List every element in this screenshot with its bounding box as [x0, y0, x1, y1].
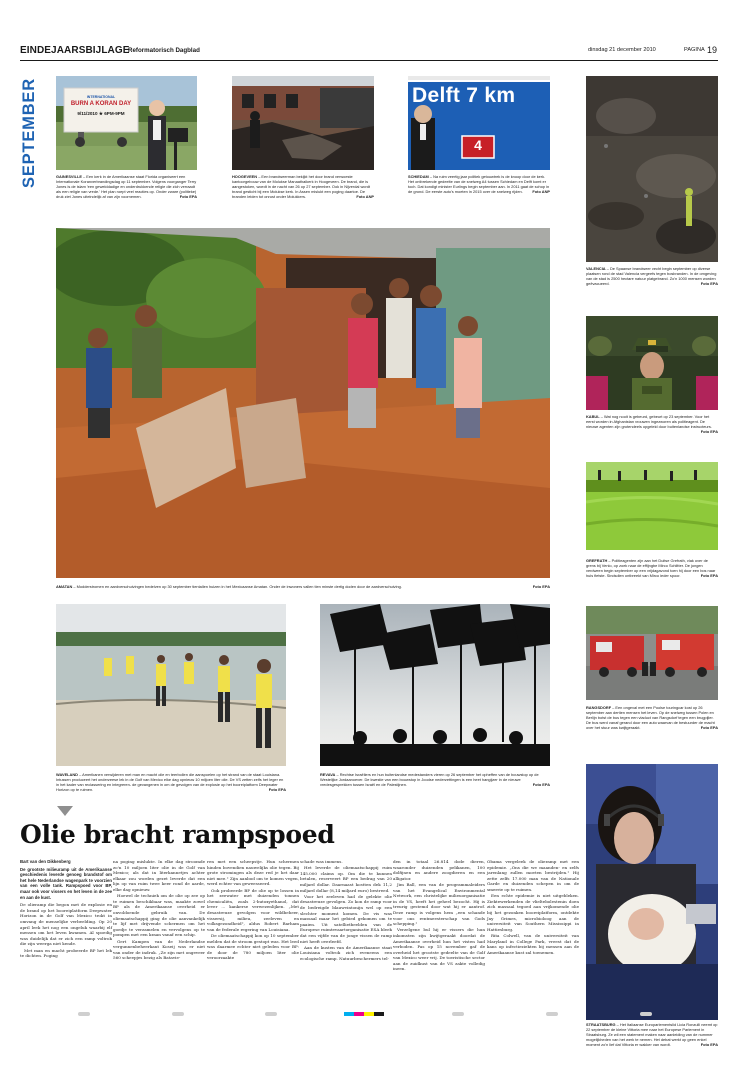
photo-credit: Foto EPA — [268, 787, 286, 793]
article-column-4 — [300, 859, 392, 962]
caption-waveland — [56, 772, 286, 792]
caption-gainesville — [56, 174, 197, 199]
caption-place: SCHIEDAM — [408, 174, 429, 179]
photo-straatsburg — [586, 764, 718, 1020]
photo-credit: Foto EPA — [700, 725, 718, 731]
article-paragraph: Obama vergeleek de olieramp met een epidemie. „Ons die we maanden- en zelfs jarenlang zullen moeten bestrijden." Hij zette zelfs 17.000 man van de Nationale Garde en duizenden schepen in om de smerrie op te ruimen. — [487, 859, 579, 892]
photo-credit: Foto EPA — [700, 1042, 718, 1048]
highway-sign-text: Delft 7 km — [412, 84, 516, 107]
caption-text: – Wat nog nooit is gebeurd, gebeurt op 23 september. Voor het eerst worden in Afghanistan vrouwen ingezworen als politieagent. De nieuwe agenten zijn grotendeels opgeleid door buitenlandse instructeurs. — [586, 414, 712, 430]
sign-line-2: BURN A KORAN DAY — [70, 101, 132, 107]
caption-greffath — [586, 558, 718, 578]
photo-credit: Foto ANP — [532, 189, 550, 195]
article-paragraph: Gert Kampen van de Nederlandse vergunnenbeheerkant Koseij was er niet van onder de indruk. „Ze zijn met ongeveer 560 scheepjes bezig als Batavie- — [113, 938, 205, 961]
caption-place: GREFRATH — [586, 558, 608, 563]
page-header — [20, 44, 718, 58]
caption-place: STRAATSBURG — [586, 1022, 616, 1027]
exit-number: 4 — [474, 137, 482, 153]
article-paragraph: Een echte epidemie is niet uitgebleken. Ziektewerkenden de vlieltebolestenin doen zich massaal tegoed aan vrijkomende olie bij het gezonken booreiplatform, ontdekte Jay Grimes, microbioloog aan de universiteit van Southern Mississippi in Hattiesburg. — [487, 893, 579, 932]
article-paragraph: ren met een scheepstje. Hun schermen hinden bovendien nauwelijks olie tegen. Bij grote stromingen als deze red je het daar niet mee." Zijn aanbod om te komen vegen, werd echter van geweesseerd. — [207, 859, 299, 887]
caption-rangsdorf — [586, 705, 718, 730]
caption-text: – Het Italiaanse Europarlementslid Licia Ronzulli neemt op 22 september de kleine Vittoria mee naar het Europese Parlement in Straatsburg. Ze wil een statement maken naar aanleiding van de nummer mogelijkheden van het werk te nemen. Het debat werkt op geen enkel moment zo'n lief dat Vittoria er wakker van wordt. — [586, 1022, 718, 1048]
section-title: EINDEJAARSBIJLAGE — [20, 45, 130, 56]
footer-mark — [78, 1012, 90, 1016]
caption-place: WAVELAND — [56, 772, 78, 777]
photo-credit: Foto EPA — [179, 194, 197, 200]
article-paragraph: schade was immens. — [300, 859, 343, 864]
caption-place: KABUL — [586, 414, 600, 419]
article-column-5 — [393, 859, 485, 973]
article-paragraph: De oliemaatschappij kon op 10 september melden dat de stroom gestopt was. Het leed was daarmee echter niet geleden voor BP: de door de 780 miljoen liter olie veroorzaakte — [207, 932, 299, 961]
caption-place: GAINESVILLE — [56, 174, 82, 179]
article-paragraph: na poging mislukte. In elke dag stroomde zo'n 10 miljoen liter olie in de Golf van Mexico; als dat in literkannetjes achter elkaar zou worden gezet leverde dat een lijn op van ruim twee keer rond de aarde, elke dag opnieuw. — [113, 859, 205, 892]
footer-mark — [265, 1012, 277, 1016]
caption-schiedam — [408, 174, 550, 194]
caption-revava — [320, 772, 550, 787]
caption-text: – Een kerk in de Amerikaanse staat Florida organiseert een Internationale Koranverbrandingsdag op 11 september. Volgens voorganger Terry Jones is de islam 'een gewelddadige en onderdrukkende religie die zich verraadt als een religie van vrede.' Het plan roept veel reacties op. Onder zware (politieke) druk ziet Jones uiteindelijk af van zijn voornemen. — [56, 174, 197, 200]
article-paragraph: Rita Colwell, van de universiteit van Maryland in College Park, vreest dat de kans op infectieziekten bij mensen aan de Amerikaanse kust zal toenemen. — [487, 932, 579, 955]
headline-marker-icon — [57, 806, 73, 816]
sign-line-3: 9/11/2010 ★ 6PM-9PM — [77, 111, 125, 116]
caption-text: – Politieagenten zijn aan het Duitse Grefrath, vlak over de grens bij Venlo, op zoek naar de effijngbe Mirco Schlitter. De jongen verdween begin september op een vrijdagavond toen hij door een bos naar huis fietste. Sindsdien ontbreekt van Mirco ieder spoor. — [586, 558, 716, 579]
caption-text: – Na ruim veertig jaar politiek getouwtrek is de knoop door de kerk. Het ontbrekende gedeelte van de snelweg A4 tussen Schiedam en Delft komt er toch. Dat kondigt minister Eurlings begin september aan. In 2011 gaat de schop in de grond. De eerste auto's moeten in 2015 over de snelweg rijden. — [408, 174, 550, 195]
sign-line-1: INTERNATIONAL — [86, 95, 116, 99]
footer-mark — [172, 1012, 184, 1016]
article-paragraph: Aan de kusten van de Amerikaanse staat Louisiana voltrok zich eveneens een ecologische ramp. Natuurbeschermers tel- — [300, 944, 392, 961]
photo-credit: Foto EPA — [700, 573, 718, 579]
article-paragraph: den in totaal 26.814 dode dieren, waaronder duizenden pelikanen, 100 dolfijnen en andere zoogdieren en een alligator. — [393, 859, 485, 881]
month-label — [20, 74, 38, 192]
article-lead: De grootste milieuramp uit de Amerikaanse geschiedenis leverde genoeg brandstof om het hele Nederlandse wagenpark te voorzien van een volle tank. Rampspoed voor BP, maar ook voor vissers en het leven in de zee en aan de kust. — [20, 866, 112, 900]
photo-waveland — [56, 604, 286, 766]
article-paragraph: Ook probeerde BP de olie op te lossen in het zeewater met duizenden tonnen chemicaliën, zoals 2-butoxyethanol, dat lever ... kankerse verwezenlijken. „Met desastreuze gevolgen voor wildbeheer, vissersij, milieu, zeeleven en volksgezondheid", aldus Robert Barham van de federale regering van Louisiana. — [207, 887, 299, 932]
article-column-1 — [20, 859, 112, 959]
photo-schiedam — [408, 76, 550, 170]
caption-place: REVAVA — [320, 772, 336, 777]
header-rule — [20, 60, 718, 61]
footer-mark — [452, 1012, 464, 1016]
photo-gainesville — [56, 76, 197, 170]
page-number: 19 — [707, 45, 718, 55]
photo-hoogeveen — [232, 76, 374, 170]
article-paragraph: Verzelgene bul hij er vissers die hun inkomsten zijn kwijtgeraakt doordat de Amerikaanse overheid hun het visten had verboden. Pas op 15 november gaf de overheid het grootste gedeelte van de Golf van Mexico weer vrij. De toeristische sector aan de zuidkust van de VS zakte volledig ineen. — [393, 927, 485, 972]
article-paragraph: Voor het zeeleven had de gelekte olie desastreuze gevolgen. Zo kon de ramp voor de bedreigde blauwvintonijn wel op een slechter moment komen. De vis was massaal maar het gebied gekomen om te paaien. Uit satellietbeelden van de Europese ruimtevaartorganisatie ESA bleek dat een vijfde van de jonge vissen de ramp niet heeft overleefd. — [300, 893, 392, 944]
caption-text: – Een brandweerman bekijkt het door brand verwoeste kantoorgebouw van de Molukse Manaathaikerk in Hoogeveen. De brand, die is aangestoken, woedt in de nacht van 26 op 27 september. Ook in Nijverdal wordt brand gesticht bij een Molukse kerk. In Assen mislukt een poging daartoe. De branden leiden tot onrust onder Molukkers. — [232, 174, 370, 200]
photo-rangsdorf — [586, 606, 718, 700]
month-text: SEPTEMBER — [20, 78, 38, 188]
article-paragraph: Het leverde de oliemaatschappij ruim 145.000 claims op. Om die te kunnen betalen, reserveert BP een bedrag van 20 miljard dollar. Daarnaast kostten dek 11,2 miljard dollar (8,14 miljard euro) bestreed. — [300, 865, 392, 893]
caption-valencia — [586, 266, 718, 286]
photo-kabul — [586, 316, 718, 410]
caption-text: – De Spaanse brandweer vecht begin september op diverse plaatsen rond de stad Valencia vergeefs tegen bosbranden. In de omgeving van de stad is 2500 hectare natuur platgebrand. Zo'n 1000 mensen worden geëvacueerd. — [586, 266, 717, 287]
article-paragraph: Met man en macht probeerde BP het lek te dichten. Poging — [20, 947, 112, 959]
publication-date: dinsdag 21 december 2010 — [588, 47, 656, 53]
photo-credit: Foto EPA — [700, 281, 718, 287]
article-paragraph: Jim Ball, een van de programmaleiders van het Evangelical Environmental Network, een christelijke milieuorganisatie in de VS, heeft het geheel bezocht. Hij is treurig gestemd door wat hij er aantrof. Deze ramp is volgens hem „een schande voor ons rentmeesterschap van Gods schepping." — [393, 881, 485, 927]
newspaper-name: Reformatorisch Dagblad — [128, 47, 200, 54]
photo-amatan — [56, 228, 550, 578]
photo-greffath — [586, 462, 718, 550]
caption-straatsburg — [586, 1022, 718, 1047]
caption-place: AMATAN — [56, 584, 73, 589]
photo-credit: Foto ANP — [356, 194, 374, 200]
color-registration-strip — [344, 1012, 384, 1016]
caption-kabul — [586, 414, 718, 434]
article-column-2 — [113, 859, 205, 961]
caption-text: – Rechtse Israëliers en hun buitenlandse medestanders vieren op 26 september het opheffen van de bouwstop op de Westelijke Jordaanoever. De kwestie van een bouwstop in Joodse nederzettingen is een heet hangijzer in de nieuwe vredesgesprekken tussen Israël en de Palestijnen. — [320, 772, 539, 788]
caption-hoogeveen — [232, 174, 374, 199]
photo-credit: Foto EPA — [532, 584, 550, 589]
caption-text: – Modderstromen en aardverschuivingen bedelven op 30 september tientallen huizen in het Mexicaanse Amatan. Onder de inwoners vallen tien minste dertig doden door de aardverschuiving. — [73, 584, 402, 589]
article-headline: Olie bracht rampspoed — [20, 820, 335, 849]
caption-amatan — [56, 584, 550, 589]
article-paragraph: De olieramp die begon met de explosie en de brand op het booreiplatform Deepwater Horizon in de Golf van Mexico trokt in omvang de menselijke verbeelding. Op 20 april leek het nog een ongeluk waarbij elf mensen om het leven kwamen. Al spoedig was duidelijk dat er zich een ramp voltrok die zijn weerga niet kende. — [20, 902, 112, 947]
footer-mark — [640, 1012, 652, 1016]
photo-credit: Foto EPA — [700, 429, 718, 435]
caption-text: – Een ongeval met een Poolse touringcar kost op 26 september aan dertien mensen het leven. Op de snelweg tussen Polen en Berlijn botst de bus tegen een viaduct van Rangsdorf tegen een brugpijler. De bus werd vanaf gerand door een auto waarvan de bestuurder de macht over het stuur was kwijtgeraakt. — [586, 705, 715, 731]
article-column-6 — [487, 859, 579, 956]
caption-place: VALENCIA — [586, 266, 606, 271]
article-column-3 — [207, 859, 299, 961]
caption-place: HOOGEVEEN — [232, 174, 258, 179]
page-label: PAGINA — [684, 47, 705, 53]
caption-place: RANGSDORF — [586, 705, 612, 710]
photo-valencia — [586, 76, 718, 262]
photo-revava — [320, 604, 550, 766]
photo-credit: Foto EPA — [532, 782, 550, 788]
article-byline: Bart van den Dikkenberg — [20, 859, 71, 864]
article-paragraph: Hoewel de techniek om de olie op zee op te ruimen beschikbaar was, maakte zowel BP als de Amerikaanse overheid er onvoldoende gebruik van. De oliemaatschappij ging de olie aanvankelijk te lijf met drijvende schermen om het goedje te verzamelen en vervolgens op te pompen met een kraan vanaf een schip. — [113, 893, 205, 938]
footer-mark — [546, 1012, 558, 1016]
caption-text: – Amerikanen verwijderen met man en macht olie en teerbollen die aanspoelen op het strand van de staat Louisiana. Intussen produceert het onderzeese lek in de Golf van Mexico elke dag opnieuw 10 miljoen liter olie. De VS zetten zelfs het leger en in het kader van reclassering en integreren- de gevangenen in om de gevolgen van de explosie op het booreiplatform Deepwater Horizon op te ruimen. — [56, 772, 284, 793]
